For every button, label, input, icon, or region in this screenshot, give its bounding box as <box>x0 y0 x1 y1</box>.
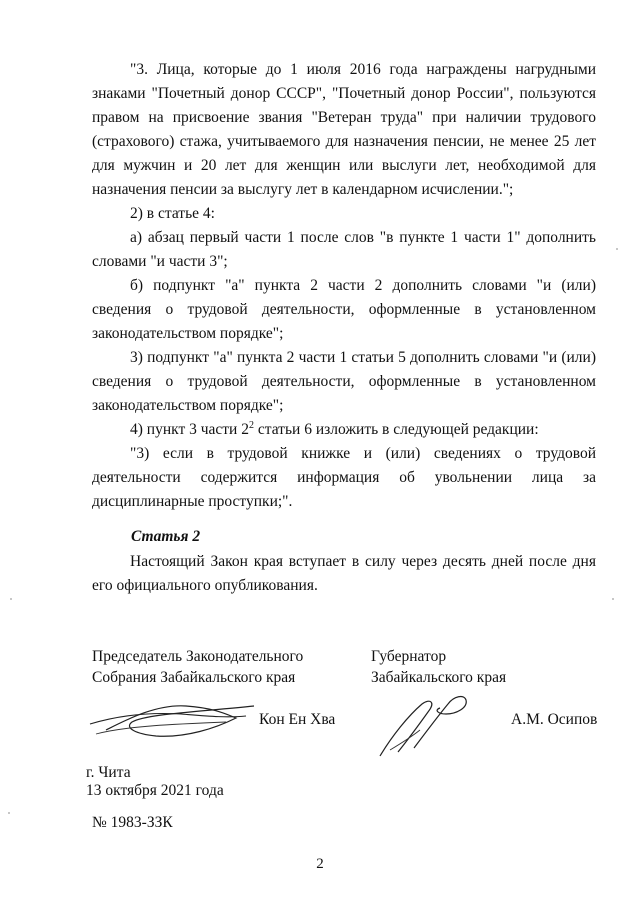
paragraph-item3-text: "3. Лица, которые до 1 июля 2016 года награждены нагрудными знаками "Почетный донор СССР", "Почетный донор России", пользуются правом на присвоение звания "Ветеран труда" при наличии трудового (страхового) стажа, учитываемого для назначения пенсии, не менее 25 лет для мужчин и 20 лет для женщин или выслуги лет, необходимой для назначения пенсии за выслугу лет в календарном исчислении."; <box>92 61 596 198</box>
scan-speck <box>10 598 12 600</box>
paragraph-subitem-a: а) абзац первый части 1 после слов "в пункте 1 части 1" дополнить словами "и части 3"; <box>92 229 596 270</box>
item4-text-after: статьи 6 изложить в следующей редакции: <box>253 421 539 438</box>
right-title-line1: Губернатор <box>371 648 447 665</box>
article-2-heading: Статья 2 <box>131 528 201 545</box>
document-number: № 1983-ЗЗК <box>92 814 173 831</box>
footer-date: 13 октября 2021 года <box>86 782 224 799</box>
item4-text-before: 4) пункт 3 части 2 <box>130 421 249 438</box>
left-signatory-title <box>92 646 303 688</box>
left-handwritten-signature <box>86 694 256 746</box>
left-signatory-name: Кон Ен Хва <box>259 711 336 728</box>
scan-speck <box>612 598 614 600</box>
right-handwritten-signature <box>370 690 480 762</box>
scan-speck <box>616 248 618 250</box>
page-number: 2 <box>316 856 324 872</box>
right-signatory-title <box>371 646 506 688</box>
paragraph-item3-article5: 3) подпункт "а" пункта 2 части 1 статьи 5 дополнить словами "и (или) сведения о трудовой деятельности, оформленные в установленном законодательством порядке"; <box>92 349 596 414</box>
paragraph-subitem-b: б) подпункт "а" пункта 2 части 2 дополнить словами "и (или) сведения о трудовой деятельности, оформленные в установленном законодательством порядке"; <box>92 277 596 342</box>
item4-superscript: 2 <box>248 419 254 431</box>
left-title-line2: Собрания Забайкальского края <box>92 669 296 686</box>
right-title-line2: Забайкальского края <box>371 669 507 686</box>
scan-speck <box>8 812 10 814</box>
paragraph-article4-intro: 2) в статье 4: <box>130 205 215 222</box>
footer-city: г. Чита <box>86 764 131 781</box>
paragraph-new-edition: "3) если в трудовой книжке и (или) сведениях о трудовой деятельности содержится информация об увольнении лица за дисциплинарные проступки;". <box>92 445 596 510</box>
right-signatory-name: А.М. Осипов <box>511 711 598 728</box>
paragraph-item4 <box>92 418 596 442</box>
article-2-text: Настоящий Закон края вступает в силу через десять дней после дня его официального опубликования. <box>92 553 596 594</box>
left-title-line1: Председатель Законодательного <box>92 648 304 665</box>
